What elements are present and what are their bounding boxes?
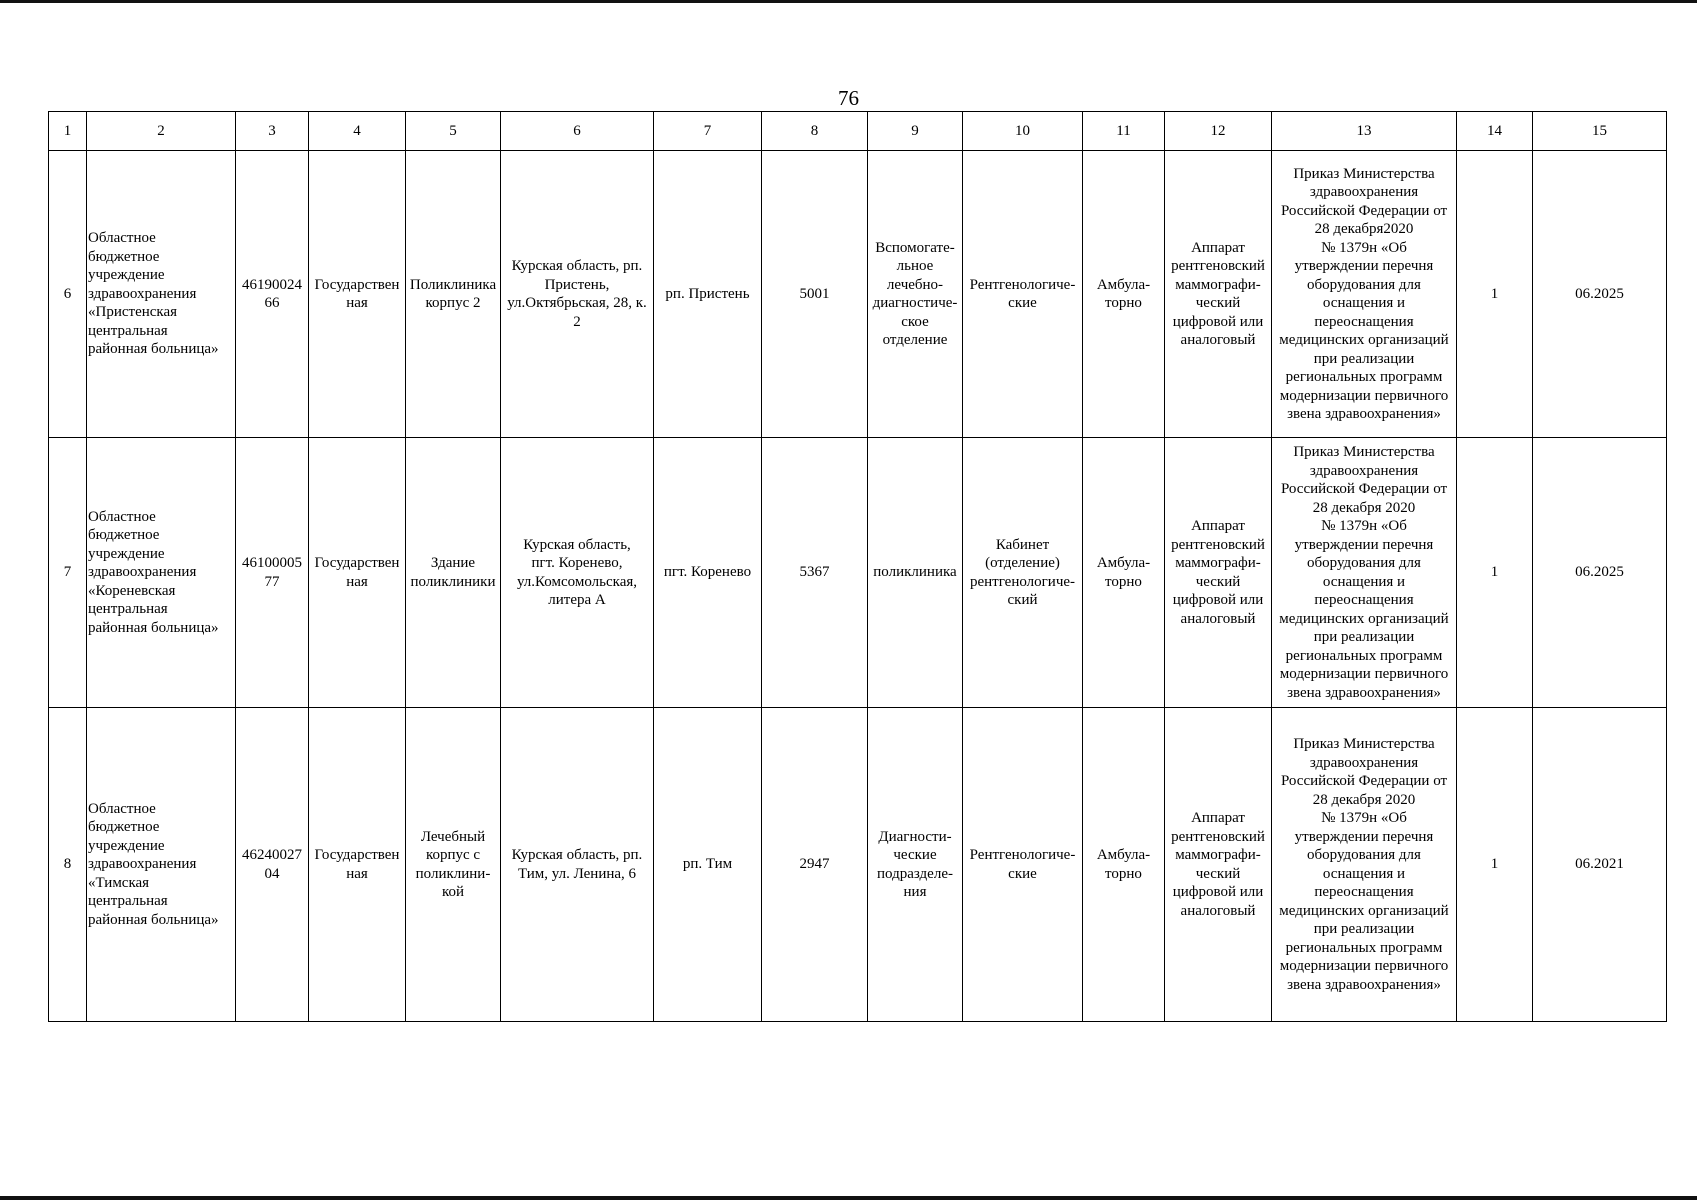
header-cell: 15 bbox=[1533, 112, 1667, 151]
building-name: Поликлиника корпус 2 bbox=[406, 151, 501, 438]
header-cell: 5 bbox=[406, 112, 501, 151]
header-cell: 6 bbox=[501, 112, 654, 151]
institution-name: Областное бюджетное учреждение здравоохранения «Кореневская центральная районная больница» bbox=[87, 438, 236, 708]
unit: Рентгенологиче- ские bbox=[963, 708, 1083, 1022]
quantity: 1 bbox=[1457, 151, 1533, 438]
care-type: Амбула- торно bbox=[1083, 708, 1165, 1022]
unit: Кабинет (отделение) рентгенологиче- ский bbox=[963, 438, 1083, 708]
division: Диагности- ческие подразделе- ния bbox=[868, 708, 963, 1022]
equipment: Аппарат рентгеновский маммографи- ческий цифровой или аналоговый bbox=[1165, 151, 1272, 438]
institution-code: 46240027 04 bbox=[236, 708, 309, 1022]
header-cell: 13 bbox=[1272, 112, 1457, 151]
building-name: Лечебный корпус с поликлини- кой bbox=[406, 708, 501, 1022]
header-cell: 8 bbox=[762, 112, 868, 151]
header-cell: 2 bbox=[87, 112, 236, 151]
header-cell: 9 bbox=[868, 112, 963, 151]
table-row bbox=[49, 151, 1667, 438]
institution-code: 46190024 66 bbox=[236, 151, 309, 438]
ownership-type: Государствен ная bbox=[309, 151, 406, 438]
order-reference: Приказ Министерства здравоохранения Российской Федерации от 28 декабря2020 № 1379н «Об утверждении перечня оборудования для оснащения и переоснащения медицинских организаций при реализации региональных программ модернизации первичного звена здравоохранения» bbox=[1272, 151, 1457, 438]
unit: Рентгенологиче- ские bbox=[963, 151, 1083, 438]
header-cell: 1 bbox=[49, 112, 87, 151]
equipment: Аппарат рентгеновский маммографи- ческий цифровой или аналоговый bbox=[1165, 438, 1272, 708]
header-cell: 10 bbox=[963, 112, 1083, 151]
scan-top-edge bbox=[0, 0, 1697, 3]
population: 2947 bbox=[762, 708, 868, 1022]
institution-name: Областное бюджетное учреждение здравоохранения «Пристенская центральная районная больница» bbox=[87, 151, 236, 438]
row-number: 6 bbox=[49, 151, 87, 438]
locality: рп. Тим bbox=[654, 708, 762, 1022]
quantity: 1 bbox=[1457, 438, 1533, 708]
care-type: Амбула- торно bbox=[1083, 438, 1165, 708]
institution-code: 46100005 77 bbox=[236, 438, 309, 708]
institution-name: Областное бюджетное учреждение здравоохранения «Тимская центральная районная больница» bbox=[87, 708, 236, 1022]
table-row bbox=[49, 438, 1667, 708]
header-cell: 14 bbox=[1457, 112, 1533, 151]
scan-bottom-edge bbox=[0, 1196, 1697, 1200]
building-name: Здание поликлиники bbox=[406, 438, 501, 708]
header-cell: 11 bbox=[1083, 112, 1165, 151]
delivery-date: 06.2025 bbox=[1533, 151, 1667, 438]
equipment: Аппарат рентгеновский маммографи- ческий цифровой или аналоговый bbox=[1165, 708, 1272, 1022]
delivery-date: 06.2025 bbox=[1533, 438, 1667, 708]
header-cell: 4 bbox=[309, 112, 406, 151]
row-number: 8 bbox=[49, 708, 87, 1022]
equipment-registry-table bbox=[48, 111, 1667, 1022]
locality: рп. Пристень bbox=[654, 151, 762, 438]
delivery-date: 06.2021 bbox=[1533, 708, 1667, 1022]
header-cell: 7 bbox=[654, 112, 762, 151]
header-cell: 12 bbox=[1165, 112, 1272, 151]
table-row bbox=[49, 708, 1667, 1022]
ownership-type: Государствен ная bbox=[309, 438, 406, 708]
order-reference: Приказ Министерства здравоохранения Российской Федерации от 28 декабря 2020 № 1379н «Об утверждении перечня оборудования для оснащения и переоснащения медицинских организаций при реализации региональных программ модернизации первичного звена здравоохранения» bbox=[1272, 708, 1457, 1022]
quantity: 1 bbox=[1457, 708, 1533, 1022]
population: 5001 bbox=[762, 151, 868, 438]
header-cell: 3 bbox=[236, 112, 309, 151]
page-number: 76 bbox=[838, 86, 859, 110]
care-type: Амбула- торно bbox=[1083, 151, 1165, 438]
building-address: Курская область, пгт. Коренево, ул.Комсомольская, литера А bbox=[501, 438, 654, 708]
division: поликлиника bbox=[868, 438, 963, 708]
ownership-type: Государствен ная bbox=[309, 708, 406, 1022]
division: Вспомогате- льное лечебно- диагностиче- ское отделение bbox=[868, 151, 963, 438]
order-reference: Приказ Министерства здравоохранения Российской Федерации от 28 декабря 2020 № 1379н «Об утверждении перечня оборудования для оснащения и переоснащения медицинских организаций при реализации региональных программ модернизации первичного звена здравоохранения» bbox=[1272, 438, 1457, 708]
building-address: Курская область, рп. Пристень, ул.Октябрьская, 28, к. 2 bbox=[501, 151, 654, 438]
locality: пгт. Коренево bbox=[654, 438, 762, 708]
population: 5367 bbox=[762, 438, 868, 708]
building-address: Курская область, рп. Тим, ул. Ленина, 6 bbox=[501, 708, 654, 1022]
row-number: 7 bbox=[49, 438, 87, 708]
header-row bbox=[49, 112, 1667, 151]
